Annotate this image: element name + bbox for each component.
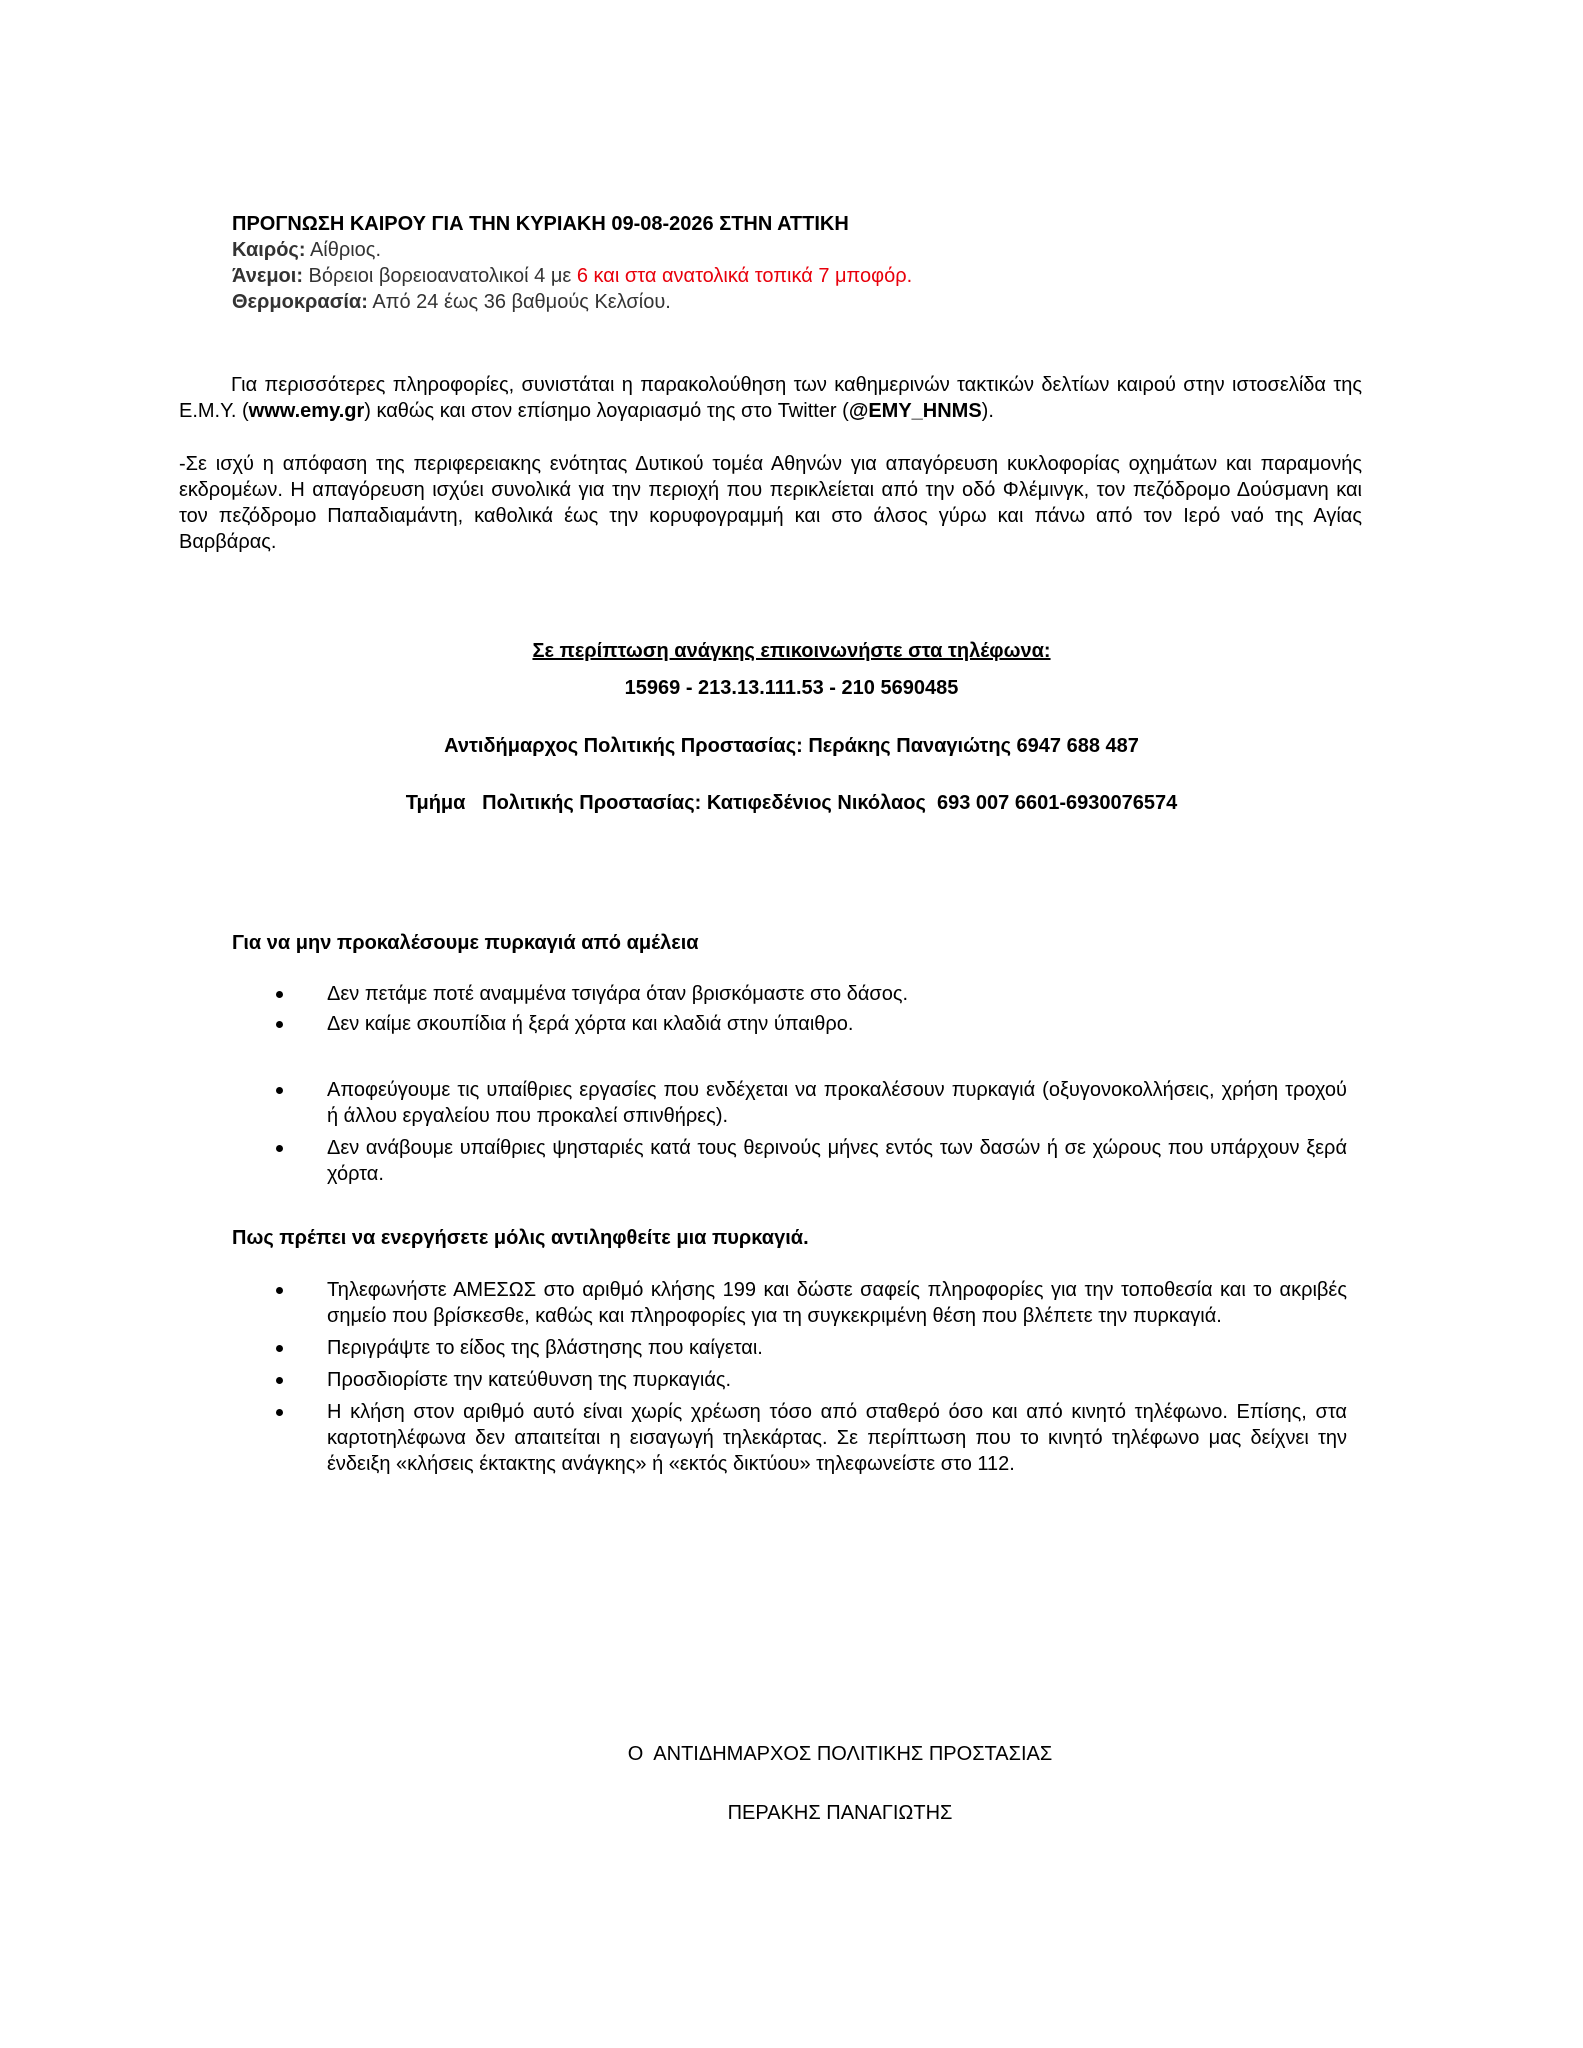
forecast-title: ΠΡΟΓΝΩΣΗ ΚΑΙΡΟΥ ΓΙΑ ΤΗΝ ΚΥΡΙΑΚΗ 09-08-2026 ΣΤΗΝ ΑΤΤΙΚΗ: [232, 213, 849, 235]
temperature-value: Από 24 έως 36 βαθμούς Κελσίου.: [367, 291, 671, 313]
forecast-temperature: [232, 289, 1362, 315]
emy-twitter-handle[interactable]: @EMY_HNMS: [848, 400, 982, 422]
list-item: Δεν πετάμε ποτέ αναμμένα τσιγάρα όταν βρισκόμαστε στο δάσος.: [232, 981, 1347, 1007]
response-heading: Πως πρέπει να ενεργήσετε μόλις αντιληφθείτε μια πυρκαγιά.: [232, 1227, 809, 1249]
contacts-deputy-mayor: Αντιδήμαρχος Πολιτικής Προστασίας: Περάκης Παναγιώτης 6947 688 487: [444, 735, 1139, 757]
list-item: Δεν ανάβουμε υπαίθριες ψησταριές κατά τους θερινούς μήνες εντός των δασών ή σε χώρους που υπάρχουν ξερά χόρτα.: [232, 1135, 1347, 1187]
forecast-block: [232, 211, 1362, 315]
list-item: Η κλήση στον αριθμό αυτό είναι χωρίς χρέωση τόσο από σταθερό όσο και από κινητό τηλέφωνο. Επίσης, στα καρτοτηλέφωνα δεν απαιτείται η εισαγωγή τηλεκάρτας. Σε περίπτωση που το κινητό τηλέφωνο μας δείχνει την ένδειξη «κλήσεις έκτακτης ανάγκης» ή «εκτός δικτύου» τηλεφωνείστε στο 112.: [232, 1399, 1347, 1477]
signature-title: Ο ΑΝΤΙΔΗΜΑΡΧΟΣ ΠΟΛΙΤΙΚΗΣ ΠΡΟΣΤΑΣΙΑΣ: [627, 1743, 1053, 1765]
winds-label: Άνεμοι:: [232, 265, 303, 287]
info-text: ) καθώς και στον επίσημο λογαριασμό της στο Twitter (: [364, 400, 849, 422]
prevention-heading: Για να μην προκαλέσουμε πυρκαγιά από αμέλεια: [232, 932, 699, 954]
signature-name: ΠΕΡΑΚΗΣ ΠΑΝΑΓΙΩΤΗΣ: [727, 1802, 953, 1824]
emy-website-link[interactable]: www.emy.gr: [248, 400, 365, 422]
info-paragraph-emy: [179, 372, 1362, 424]
temperature-label: Θερμοκρασία:: [232, 291, 368, 313]
weather-label: Καιρός:: [232, 239, 306, 261]
winds-value-highlight: 6 και στα ανατολικά τοπικά 7 μποφόρ.: [576, 265, 913, 287]
prevention-list-a: [232, 981, 1347, 1037]
info-paragraph-ban: -Σε ισχύ η απόφαση της περιφερειακης ενότητας Δυτικού τομέα Αθηνών για απαγόρευση κυκλοφορίας οχημάτων και παραμονής εκδρομέων. Η απαγόρευση ισχύει συνολικά για την περιοχή που περικλείεται από την οδό Φλέμινγκ, τον πεζόδρομο Δούσμανη και τον πεζόδρομο Παπαδιαμάντη, καθολικά έως την κορυφογραμμή και στο άλσος γύρω και πάνω από τον Ιερό ναό της Αγίας Βαρβάρας.: [179, 453, 1362, 553]
winds-value: Βόρειοι βορειοανατολικοί 4 με: [303, 265, 577, 287]
list-item: Αποφεύγουμε τις υπαίθριες εργασίες που ενδέχεται να προκαλέσουν πυρκαγιά (οξυγονοκολλήσεις, χρήση τροχού ή άλλου εργαλείου που προκαλεί σπινθήρες).: [232, 1077, 1347, 1129]
prevention-list-b: [232, 1077, 1347, 1187]
list-item: Προσδιορίστε την κατεύθυνση της πυρκαγιάς.: [232, 1367, 1347, 1393]
contacts-heading: Σε περίπτωση ανάγκης επικοινωνήστε στα τηλέφωνα:: [532, 640, 1051, 662]
weather-value: Αίθριος.: [305, 239, 381, 261]
list-item: Δεν καίμε σκουπίδια ή ξερά χόρτα και κλαδιά στην ύπαιθρο.: [232, 1011, 1347, 1037]
contacts-department: Τμήμα Πολιτικής Προστασίας: Κατιφεδένιος Νικόλαος 693 007 6601-6930076574: [405, 792, 1178, 814]
list-item: Περιγράψτε το είδος της βλάστησης που καίγεται.: [232, 1335, 1347, 1361]
forecast-weather: [232, 237, 1362, 263]
list-item: Τηλεφωνήστε ΑΜΕΣΩΣ στο αριθμό κλήσης 199 και δώστε σαφείς πληροφορίες για την τοποθεσία και το ακριβές σημείο που βρίσκεσθε, καθώς και πληροφορίες για τη συγκεκριμένη θέση που βλέπετε την πυρκαγιά.: [232, 1277, 1347, 1329]
response-list: [232, 1277, 1347, 1477]
info-text: Για περισσότερες πληροφορίες, συνιστάται η παρακολούθηση των καθημερινών τακτικών δελτίων καιρού στην ιστοσελίδα της Ε.Μ.Υ. (: [179, 374, 1362, 422]
forecast-winds: [232, 263, 1362, 289]
info-text: ).: [981, 400, 994, 422]
contacts-phones: 15969 - 213.13.111.53 - 210 5690485: [624, 677, 959, 699]
